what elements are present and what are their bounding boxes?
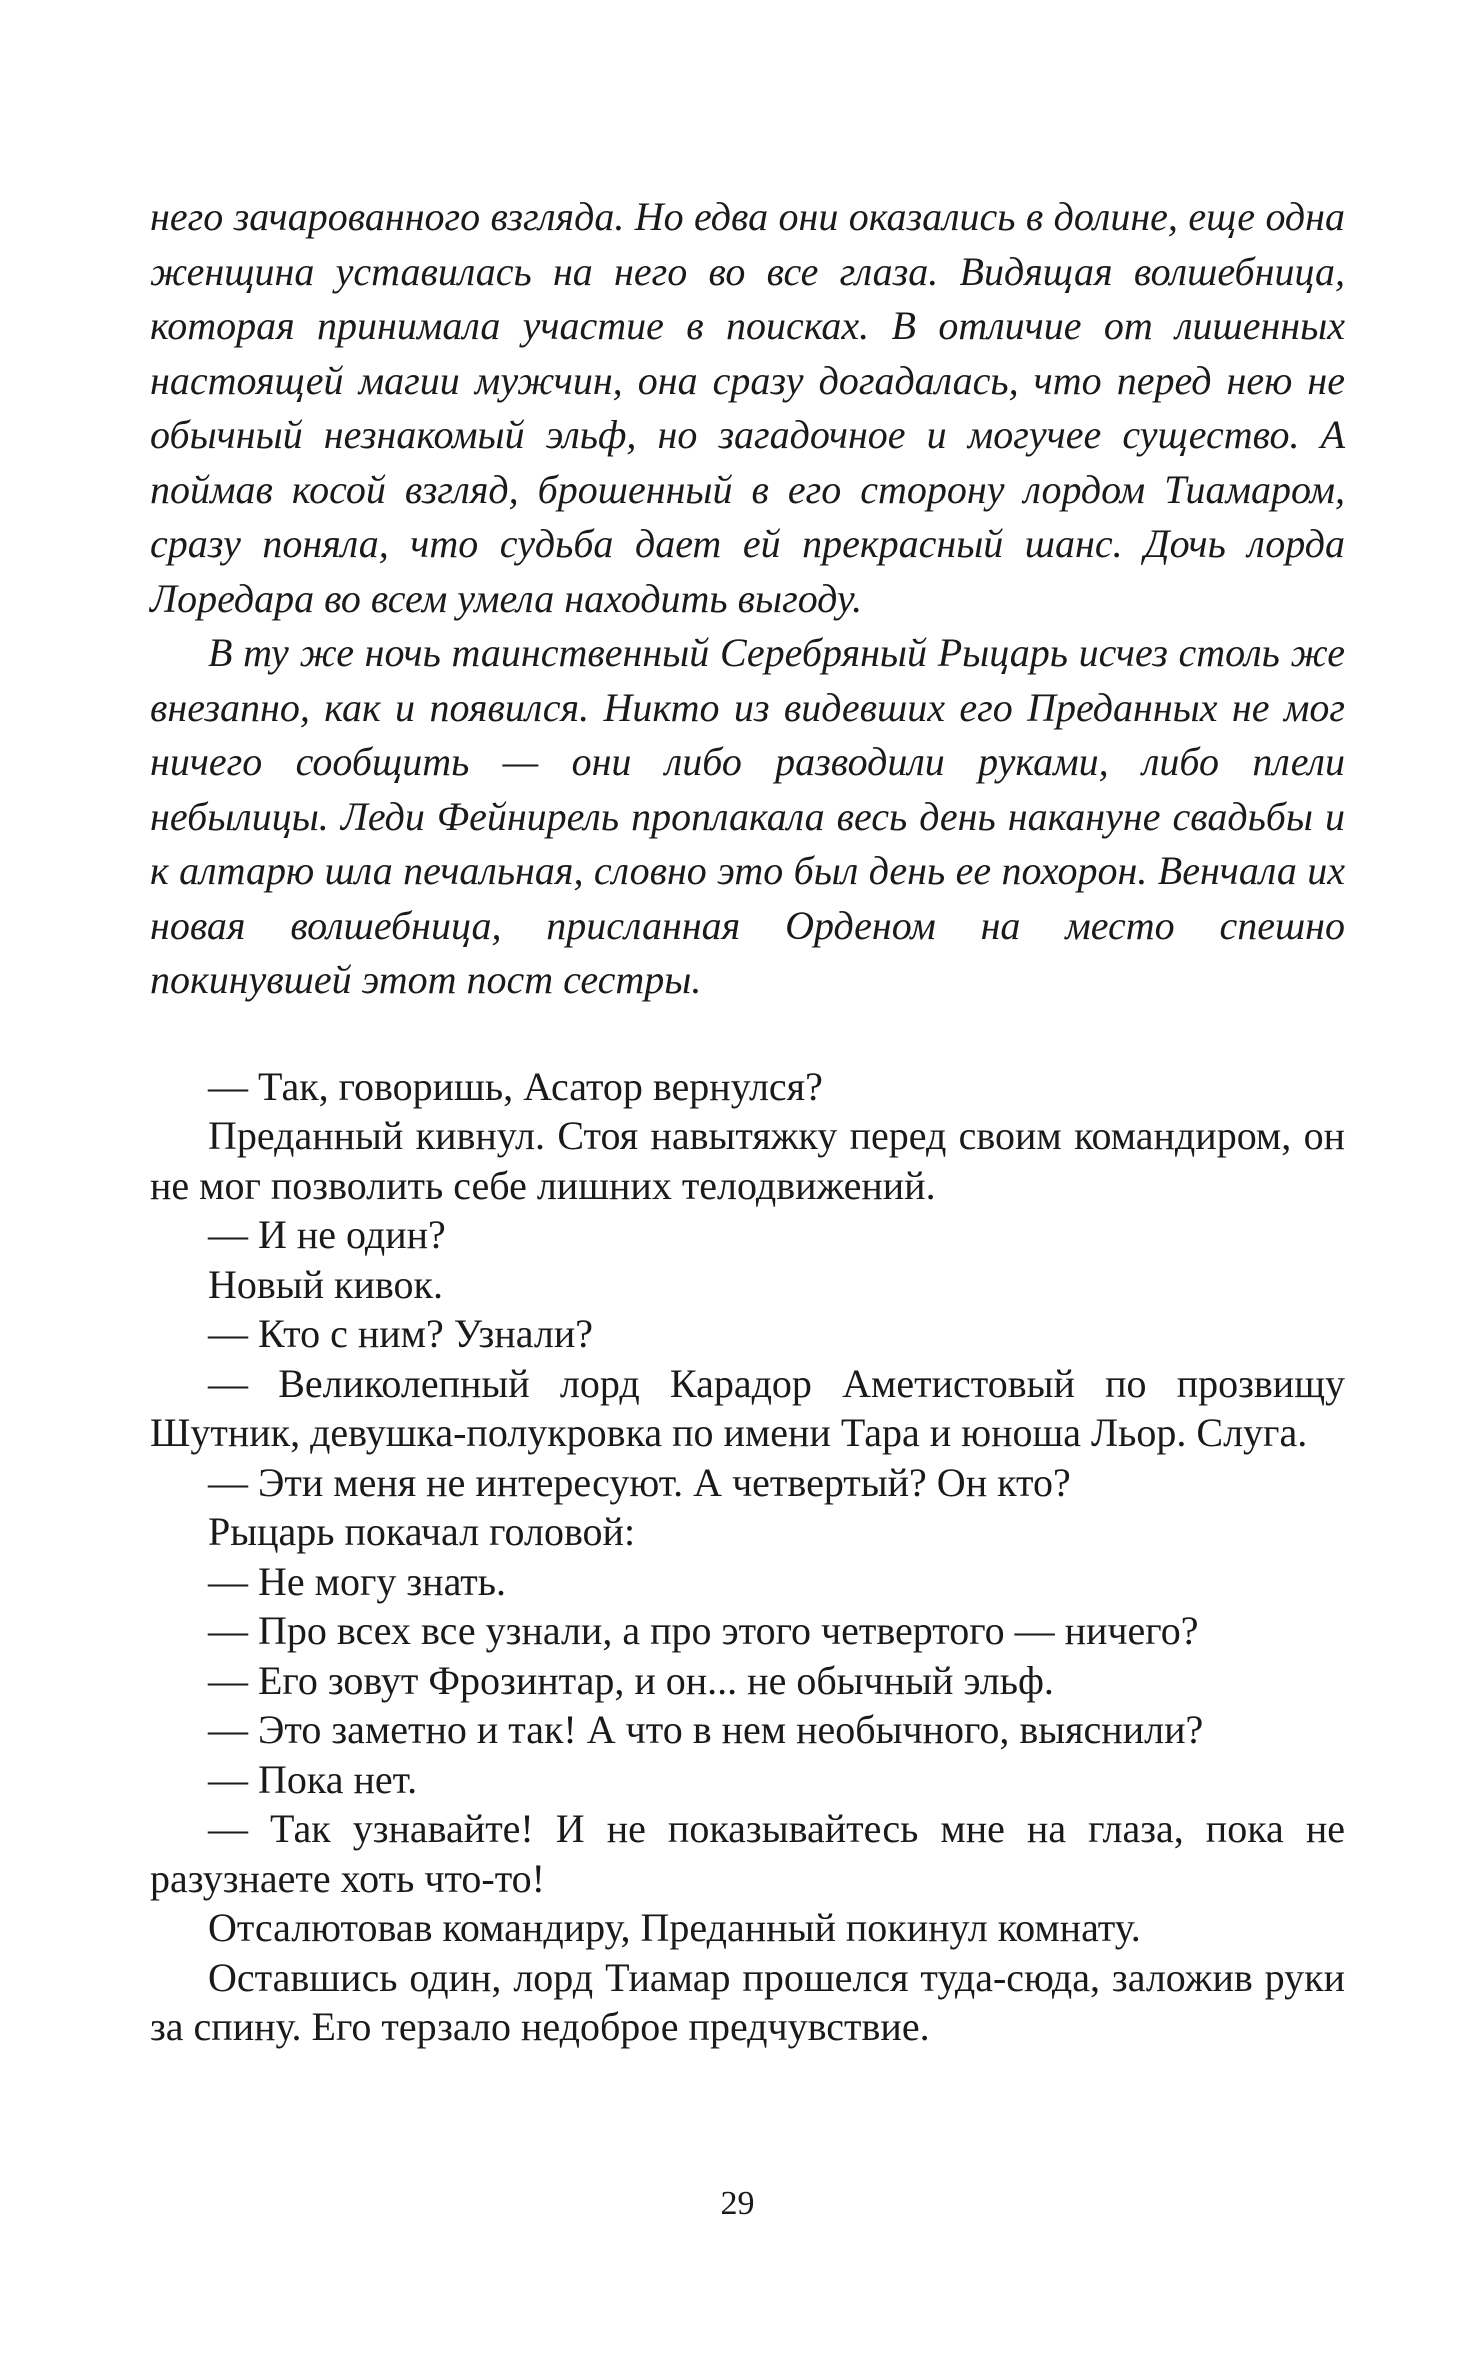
dialogue-line: Оставшись один, лорд Тиамар прошелся туда-сюда, заложив руки за спину. Его терзало недоброе предчувствие. (150, 1954, 1345, 2049)
page-number: 29 (720, 2185, 755, 2222)
dialogue-line: — Про всех все узнали, а про этого четвертого — ничего? (208, 1608, 1199, 1653)
dialogue-line: — Так, говоришь, Асатор вернулся? (208, 1063, 823, 1109)
dialogue-line: — И не один? (208, 1212, 446, 1257)
dialogue-line: — Его зовут Фрозинтар, и он... не обычный эльф. (208, 1657, 1054, 1703)
dialogue-line: Отсалютовав командиру, Преданный покинул комнату. (208, 1905, 1141, 1950)
dialogue-line: — Не могу знать. (208, 1558, 507, 1604)
dialogue-line: — Великолепный лорд Карадор Аметистовый по прозвищу Шутник, девушка-полукровка по имени Тара и юноша Льор. Слуга. (150, 1360, 1345, 1455)
dialogue-line: — Это заметно и так! А что в нем необычного, выяснили? (208, 1707, 1204, 1752)
dialogue-line: — Кто с ним? Узнали? (208, 1311, 593, 1356)
dialogue-line: — Так узнавайте! И не показывайтесь мне на глаза, пока не разузнаете хоть что-то! (150, 1806, 1345, 1901)
dialogue-line: Преданный кивнул. Стоя навытяжку перед своим командиром, он не мог позволить себе лишних телодвижений. (150, 1113, 1345, 1208)
italic-narrative-section (150, 190, 1345, 1008)
dialogue-line: — Эти меня не интересуют. А четвертый? Он кто? (208, 1459, 1071, 1505)
italic-paragraph-2: В ту же ночь таинственный Серебряный Рыцарь исчез столь же внезапно, как и появился. Никто из видевших его Преданных не мог ничего сообщить — они либо разводили руками, либо плели небылицы. Леди Фейнирель проплакала весь день накануне свадьбы и к алтарю шла печальная, словно это был день ее похорон. Венчала их новая волшебница, присланная Орденом на место спешно покинувшей этот пост сестры. (150, 630, 1345, 1002)
italic-paragraph-1: него зачарованного взгляда. Но едва они оказались в долине, еще одна женщина уставилась на него во все глаза. Видящая волшебница, которая принимала участие в поисках. В отличие от лишенных настоящей магии мужчин, она сразу догадалась, что перед нею не обычный незнакомый эльф, но загадочное и могучее существо. А поймав косой взгляд, брошенный в его сторону лордом Тиамаром, сразу поняла, что судьба дает ей прекрасный шанс. Дочь лорда Лоредара во всем умела находить выгоду. (150, 194, 1345, 621)
dialogue-line: — Пока нет. (208, 1756, 418, 1802)
dialogue-section (150, 1062, 1345, 2052)
dialogue-line: Новый кивок. (208, 1261, 443, 1307)
book-page (150, 190, 1345, 2052)
dialogue-line: Рыцарь покачал головой: (208, 1509, 636, 1554)
